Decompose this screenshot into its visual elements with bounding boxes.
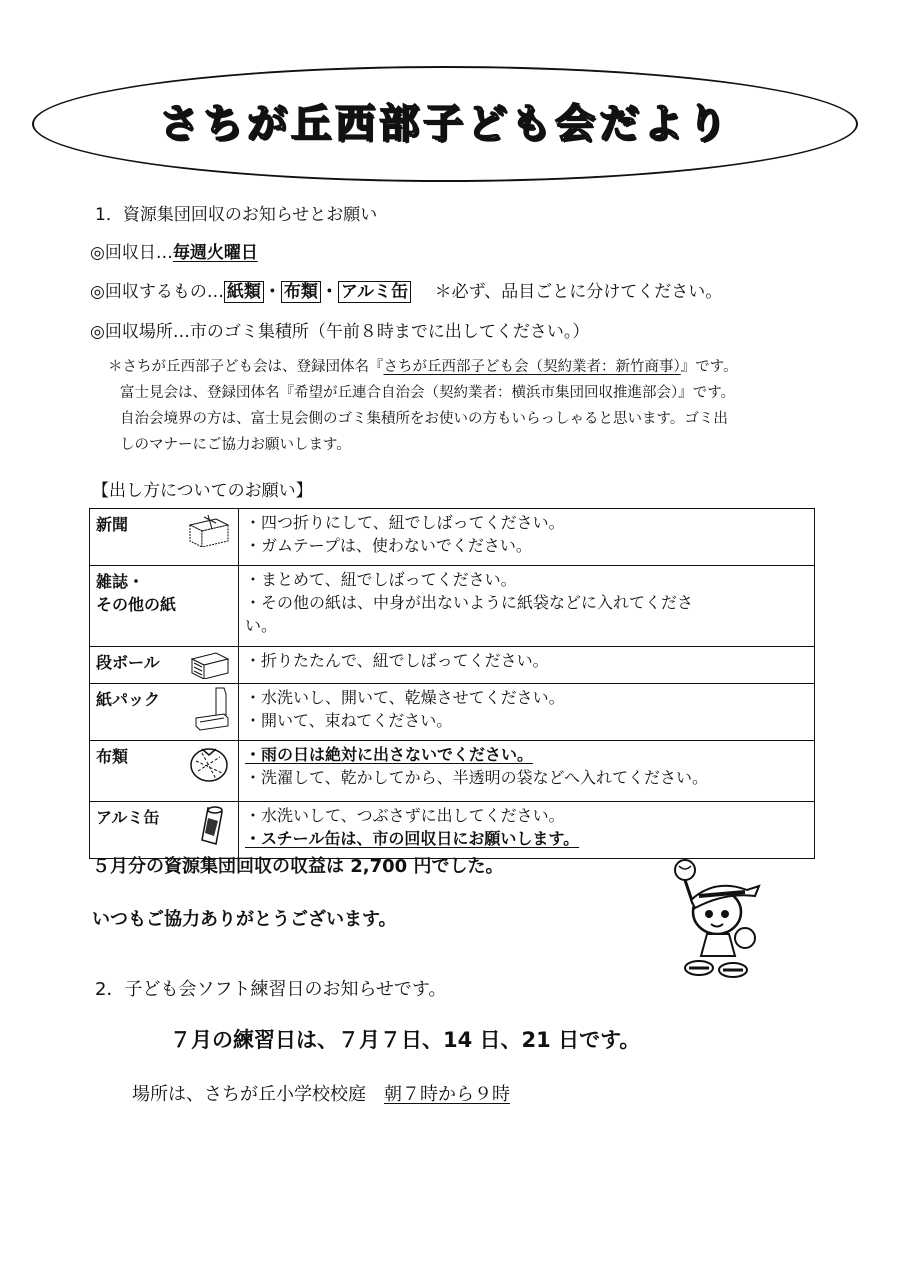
- rules-items: [239, 684, 815, 741]
- rules-item: ・その他の紙は、中身が出ないように紙袋などに入れてくださ い。: [245, 593, 694, 635]
- rules-table-wrapper: [89, 508, 815, 859]
- item-aluminum-cans: アルミ缶: [338, 281, 411, 303]
- practice-place-label: 場所は、さちが丘小学校校庭: [132, 1084, 366, 1105]
- rules-category: [90, 647, 239, 684]
- rules-items: [239, 566, 815, 647]
- rules-category: [90, 741, 239, 802]
- rules-items: [239, 802, 815, 859]
- rules-items: [239, 741, 815, 802]
- item-separator: ・: [320, 282, 338, 302]
- newspaper-bundle-icon: [186, 511, 230, 553]
- item-cloth: 布類: [281, 281, 321, 303]
- note-line-2: 富士見会は、登録団体名『希望が丘連合自治会（契約業者：横浜市集団回収推進部会）』です。: [120, 385, 736, 401]
- rules-item: ・雨の日は絶対に出さないでください。: [245, 745, 534, 764]
- rules-heading: 【出し方についてのお願い】: [92, 481, 313, 501]
- cloth-bag-icon: [188, 743, 230, 789]
- rules-category-label: 新聞: [96, 515, 129, 534]
- practice-time: 朝７時から９時: [384, 1084, 510, 1105]
- rules-category: [90, 684, 239, 741]
- cardboard-box-icon: [190, 649, 230, 685]
- note-emphasis: さちが丘西部子ども会（契約業者：新竹商事）: [383, 359, 681, 375]
- rules-category-label: 雑誌・ その他の紙: [96, 572, 177, 614]
- rules-item: ・水洗いして、つぶさずに出してください。: [245, 806, 565, 825]
- collection-items-label: ◎回収するもの…: [90, 282, 224, 302]
- rules-category-label: アルミ缶: [96, 808, 160, 827]
- collection-place: ◎回収場所…市のゴミ集積所（午前８時までに出してください。）: [90, 322, 590, 342]
- collection-day-label: ◎回収日…: [90, 243, 173, 263]
- rules-table: [89, 508, 815, 859]
- page-title: さちが丘西部子ども会だより: [159, 101, 731, 147]
- rules-items: [239, 509, 815, 566]
- rules-category: [90, 509, 239, 566]
- proceeds: ５月分の資源集団回収の収益は 2,700 円でした。: [92, 856, 504, 877]
- rules-item: ・まとめて、紐でしばってください。: [245, 570, 517, 589]
- rules-item: ・折りたたんで、紐でしばってください。: [245, 651, 549, 670]
- rules-row: [90, 741, 815, 802]
- rules-category-label: 布類: [96, 747, 129, 766]
- collection-items: [90, 277, 722, 302]
- rules-category-label: 段ボール: [96, 653, 160, 672]
- rules-item: ・洗濯して、乾かしてから、半透明の袋などへ入れてください。: [245, 768, 709, 787]
- rules-row: [90, 509, 815, 566]
- practice-place: [132, 1080, 510, 1106]
- section2-heading: 2．子ども会ソフト練習日のお知らせです。: [95, 979, 447, 1000]
- rules-item: ・スチール缶は、市の回収日にお願いします。: [245, 829, 580, 848]
- rules-items: [239, 647, 815, 684]
- rules-row: [90, 684, 815, 741]
- note-line-3: 自治会境界の方は、富士見会側のゴミ集積所をお使いの方もいらっしゃると思います。ゴミ出: [120, 411, 728, 427]
- rules-category-label: 紙パック: [96, 690, 161, 709]
- rules-item: ・水洗いし、開いて、乾燥させてください。: [245, 688, 565, 707]
- rules-item: ・開いて、束ねてください。: [245, 711, 453, 730]
- rules-item: ・ガムテープは、使わないでください。: [245, 536, 532, 555]
- rules-row: [90, 566, 815, 647]
- items-note: ＊必ず、品目ごとに分けてください。: [434, 282, 723, 302]
- rules-row: [90, 647, 815, 684]
- note-line-4: しのマナーにご協力お願いします。: [120, 437, 351, 453]
- section1-heading: 1．資源集団回収のお知らせとお願い: [95, 205, 378, 225]
- practice-dates: ７月の練習日は、７月７日、14 日、21 日です。: [170, 1028, 641, 1052]
- aluminum-can-icon: [200, 804, 230, 852]
- rules-item: ・四つ折りにして、紐でしばってください。: [245, 513, 565, 532]
- note-tail: 』です。: [680, 359, 738, 375]
- rules-category: [90, 802, 239, 859]
- rules-category: [90, 566, 239, 647]
- rules-row: [90, 802, 815, 859]
- softball-player-icon: [655, 852, 775, 982]
- item-paper: 紙類: [224, 281, 264, 303]
- item-separator: ・: [263, 282, 281, 302]
- note-line-1: [108, 354, 738, 380]
- collection-day-value: 毎週火曜日: [172, 243, 258, 263]
- note-text: ＊さちが丘西部子ども会は、登録団体名『: [108, 359, 384, 375]
- thanks: いつもご協力ありがとうございます。: [92, 909, 397, 930]
- collection-day: [90, 238, 258, 263]
- milk-carton-icon: [194, 686, 230, 738]
